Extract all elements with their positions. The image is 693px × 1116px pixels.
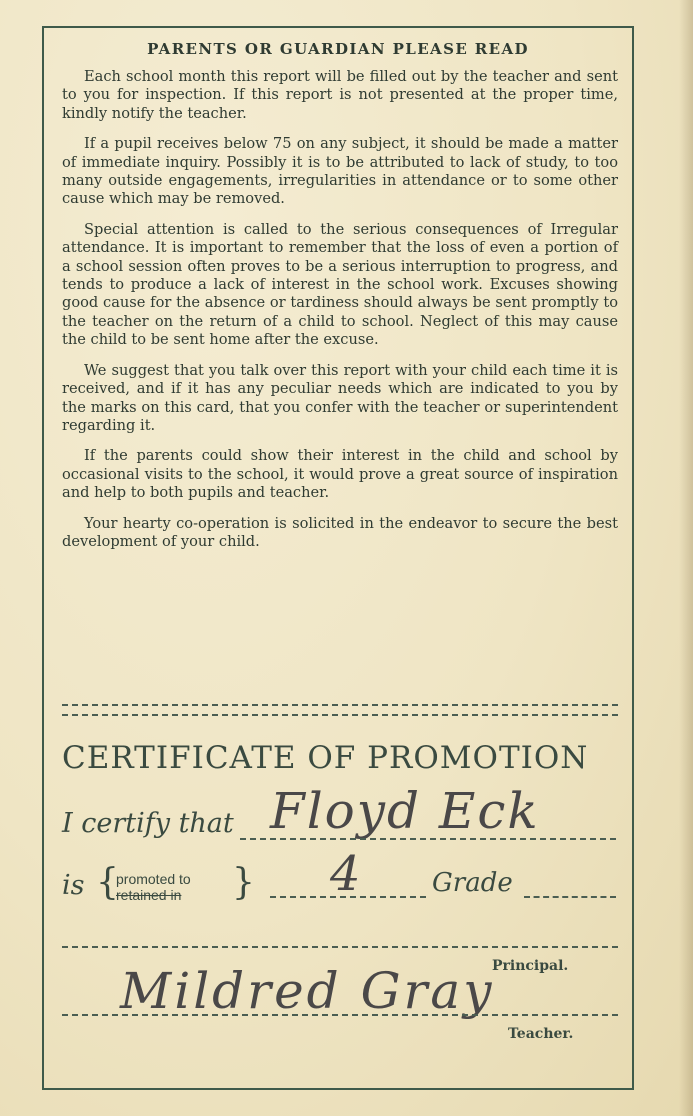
notice-paragraph-1: Each school month this report will be filled out by the teacher and sent to you for inspection. If this report is not presented at the proper time, kindly notify the teacher. bbox=[62, 68, 618, 122]
grade-label: Grade bbox=[432, 868, 513, 898]
notice-heading: PARENTS OR GUARDIAN PLEASE READ bbox=[147, 40, 529, 58]
certify-label: I certify that bbox=[62, 808, 234, 839]
page-edge-shadow bbox=[679, 0, 693, 1116]
notice-paragraph-6: Your hearty co-operation is solicited in the endeavor to secure the best development of your child. bbox=[62, 514, 618, 550]
grade-value-handwritten: 4 bbox=[330, 846, 361, 902]
notice-paragraph-4: We suggest that you talk over this report with your child each time it is received, and if it has any peculiar needs which are indicated to you by the marks on this card, that you confer with the teacher or superintendent regarding it. bbox=[62, 361, 618, 434]
principal-label: Principal. bbox=[492, 958, 569, 974]
right-brace: } bbox=[232, 862, 255, 903]
option-promoted: promoted to bbox=[116, 871, 191, 887]
left-brace: { bbox=[96, 862, 119, 903]
option-retained-struck: retained in bbox=[116, 887, 182, 903]
student-name-line bbox=[240, 838, 616, 840]
certificate-title: CERTIFICATE OF PROMOTION bbox=[62, 740, 589, 776]
promotion-options bbox=[116, 871, 191, 903]
is-label: is bbox=[62, 870, 85, 901]
divider-dashed-bottom bbox=[62, 714, 618, 716]
notice-paragraph-3: Special attention is called to the serious consequences of Irregular attendance. It is important to remember that the loss of even a portion of a school session often proves to be a serious interruption to progress, and tends to produce a lack of interest in the school work. Excuses showing good cause for the absence or tardiness should always be sent promptly to the teacher on the return of a child to school. Neglect of this may cause the child to be sent home after the excuse. bbox=[62, 220, 618, 349]
student-name-handwritten: Floyd Eck bbox=[270, 782, 540, 840]
notice-body bbox=[62, 68, 618, 563]
teacher-signature-handwritten: Mildred Gray bbox=[120, 962, 495, 1020]
notice-paragraph-5: If the parents could show their interest in the child and school by occasional visits to the school, it would prove a great source of inspiration and help to both pupils and teacher. bbox=[62, 447, 618, 502]
grade-trailing-line bbox=[524, 896, 616, 898]
teacher-label: Teacher. bbox=[508, 1026, 574, 1042]
divider-dashed-top bbox=[62, 704, 618, 706]
principal-signature-line bbox=[62, 946, 618, 948]
teacher-signature-line bbox=[62, 1014, 618, 1016]
notice-paragraph-2: If a pupil receives below 75 on any subject, it should be made a matter of immediate inquiry. Possibly it is to be attributed to lack of study, to too many outside engagements, irregularities in attendance or to some other cause which may be removed. bbox=[62, 135, 618, 208]
